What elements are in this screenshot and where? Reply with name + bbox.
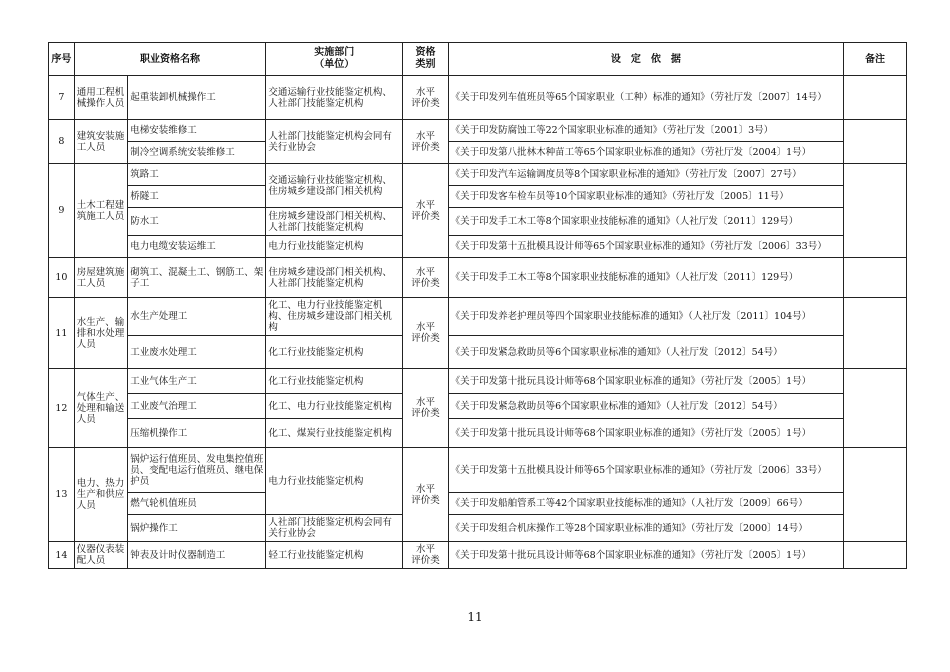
row-type: 水平 评价类 [403,76,448,120]
table-row [49,120,907,142]
table-row [49,186,907,208]
row-basis: 《关于印发船舶管系工等42个国家职业技能标准的通知》（人社厅发〔2009〕66号） [448,493,844,515]
row-basis: 《关于印发列车值班员等65个国家职业（工种）标准的通知》（劳社厅发〔2007〕14号） [448,76,844,120]
header-basis: 设 定 依 据 [448,43,844,76]
row-basis: 《关于印发养老护理员等四个国家职业技能标准的通知》（人社厅发〔2011〕104号） [448,298,844,336]
table-row [49,493,907,515]
table-row [49,164,907,186]
table-row [49,142,907,164]
row-category: 土木工程建筑施工人员 [74,164,128,258]
row-category: 房屋建筑施工人员 [74,258,128,298]
row-dept: 电力行业技能鉴定机构 [266,448,403,515]
row-basis: 《关于印发防腐蚀工等22个国家职业标准的通知》（劳社厅发〔2001〕3号） [448,120,844,142]
row-basis: 《关于印发第十批玩具设计师等68个国家职业标准的通知》（劳社厅发〔2005〕1号） [448,542,844,569]
header-note: 备注 [844,43,907,76]
row-job: 压缩机操作工 [128,419,266,448]
row-job: 起重装卸机械操作工 [128,76,266,120]
row-category: 通用工程机械操作人员 [74,76,128,120]
row-note [844,298,907,369]
row-category: 气体生产、处理和输送人员 [74,369,128,448]
row-job: 燃气轮机值班员 [128,493,266,515]
table-row [49,336,907,369]
row-note [844,542,907,569]
row-job: 防水工 [128,208,266,236]
row-dept: 人社部门技能鉴定机构会同有关行业协会 [266,515,403,542]
row-job: 桥隧工 [128,186,266,208]
row-seq: 11 [49,298,75,369]
row-seq: 8 [49,120,75,164]
row-basis: 《关于印发第十五批模具设计师等65个国家职业标准的通知》（劳社厅发〔2006〕33号） [448,236,844,258]
page-number: 11 [467,610,483,624]
table-row [49,419,907,448]
row-job: 工业废气治理工 [128,394,266,419]
row-dept: 人社部门技能鉴定机构会同有关行业协会 [266,120,403,164]
row-dept: 化工、煤炭行业技能鉴定机构 [266,419,403,448]
row-note [844,76,907,120]
row-basis: 《关于印发手工木工等8个国家职业技能标准的通知》（人社厅发〔2011〕129号） [448,208,844,236]
row-basis: 《关于印发客车检车员等10个国家职业标准的通知》（劳社厅发〔2005〕11号） [448,186,844,208]
row-type: 水平 评价类 [403,448,448,542]
row-basis: 《关于印发组合机床操作工等28个国家职业标准的通知》（劳社厅发〔2000〕14号） [448,515,844,542]
header-category: 资格 类别 [403,43,448,76]
table-row [49,515,907,542]
row-seq: 7 [49,76,75,120]
header-dept: 实施部门 （单位） [266,43,403,76]
table-row [49,76,907,120]
row-type: 水平 评价类 [403,258,448,298]
row-job: 钟表及计时仪器制造工 [128,542,266,569]
row-basis: 《关于印发紧急救助员等6个国家职业标准的通知》（人社厅发〔2012〕54号） [448,336,844,369]
row-job: 电梯安装维修工 [128,120,266,142]
header-name: 职业资格名称 [74,43,266,76]
row-seq: 13 [49,448,75,542]
row-seq: 14 [49,542,75,569]
row-job: 砌筑工、混凝土工、钢筋工、架子工 [128,258,266,298]
row-dept: 化工、电力行业技能鉴定机构 [266,394,403,419]
table-row [49,542,907,569]
row-basis: 《关于印发手工木工等8个国家职业技能标准的通知》（人社厅发〔2011〕129号） [448,258,844,298]
row-job: 电力电缆安装运维工 [128,236,266,258]
qualification-table [48,42,907,569]
table-row [49,208,907,236]
row-type: 水平 评价类 [403,542,448,569]
row-category: 水生产、输排和水处理人员 [74,298,128,369]
row-dept: 交通运输行业技能鉴定机构、人社部门技能鉴定机构 [266,76,403,120]
row-job: 工业气体生产工 [128,369,266,394]
row-job: 锅炉运行值班员、发电集控值班员、变配电运行值班员、继电保护员 [128,448,266,493]
row-note [844,258,907,298]
row-job: 水生产处理工 [128,298,266,336]
row-dept: 轻工行业技能鉴定机构 [266,542,403,569]
row-type: 水平 评价类 [403,369,448,448]
header-row [49,43,907,76]
row-job: 工业废水处理工 [128,336,266,369]
row-dept: 交通运输行业技能鉴定机构、住房城乡建设部门相关机构 [266,164,403,208]
row-note [844,448,907,542]
row-basis: 《关于印发紧急救助员等6个国家职业标准的通知》（人社厅发〔2012〕54号） [448,394,844,419]
table-row [49,236,907,258]
row-note [844,164,907,258]
row-note [844,369,907,448]
table-row [49,394,907,419]
row-type: 水平 评价类 [403,298,448,369]
row-basis: 《关于印发第十批玩具设计师等68个国家职业标准的通知》（劳社厅发〔2005〕1号） [448,369,844,394]
table-body [49,76,907,569]
row-seq: 10 [49,258,75,298]
table-row [49,258,907,298]
row-dept: 化工行业技能鉴定机构 [266,336,403,369]
row-type: 水平 评价类 [403,164,448,258]
row-dept: 化工行业技能鉴定机构 [266,369,403,394]
table-row [49,448,907,493]
row-dept: 化工、电力行业技能鉴定机构、住房城乡建设部门相关机构 [266,298,403,336]
row-basis: 《关于印发第八批林木种苗工等65个国家职业标准的通知》（劳社厅发〔2004〕1号） [448,142,844,164]
row-seq: 12 [49,369,75,448]
row-dept: 电力行业技能鉴定机构 [266,236,403,258]
row-type: 水平 评价类 [403,120,448,164]
table-row [49,369,907,394]
row-dept: 住房城乡建设部门相关机构、人社部门技能鉴定机构 [266,258,403,298]
row-category: 仪器仪表装配人员 [74,542,128,569]
row-dept: 住房城乡建设部门相关机构、人社部门技能鉴定机构 [266,208,403,236]
header-seq: 序号 [49,43,75,76]
row-job: 锅炉操作工 [128,515,266,542]
row-job: 制冷空调系统安装维修工 [128,142,266,164]
row-basis: 《关于印发第十五批模具设计师等65个国家职业标准的通知》（劳社厅发〔2006〕33号） [448,448,844,493]
row-category: 电力、热力生产和供应人员 [74,448,128,542]
row-basis: 《关于印发汽车运输调度员等8个国家职业标准的通知》（劳社厅发〔2007〕27号） [448,164,844,186]
row-job: 筑路工 [128,164,266,186]
row-category: 建筑安装施工人员 [74,120,128,164]
table-row [49,298,907,336]
row-basis: 《关于印发第十批玩具设计师等68个国家职业标准的通知》（劳社厅发〔2005〕1号） [448,419,844,448]
row-seq: 9 [49,164,75,258]
row-note [844,120,907,164]
